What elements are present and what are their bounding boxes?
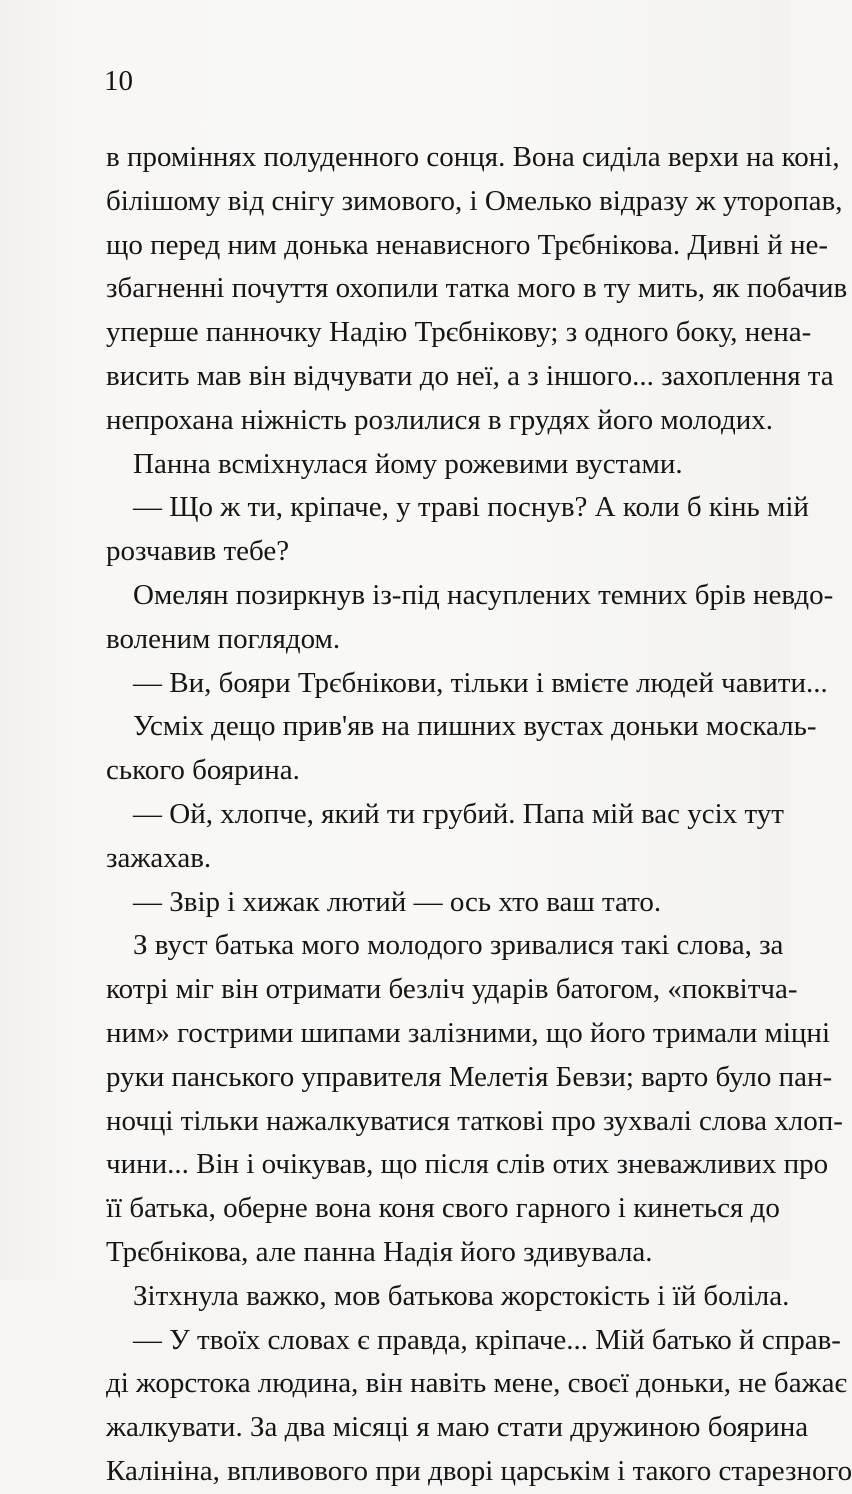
text-line: Омелян позиркнув із-під насуплених темних брів невдо- [133, 578, 834, 611]
text-line: — Ви, бояри Трєбнікови, тільки і вмієте людей чавити... [133, 666, 828, 699]
text-line: — Ой, хлопче, який ти грубий. Папа мій вас усіх тут [133, 797, 784, 830]
text-line: розчавив тебе? [106, 535, 290, 568]
text-line: що перед ним донька ненависного Трєбнікова. Дивні й не- [106, 228, 829, 261]
text-line: ночці тільки нажалкуватися таткові про зухвалі слова хлоп- [106, 1104, 843, 1137]
text-line: її батька, оберне вона коня свого гарного і кинеться до [106, 1192, 780, 1225]
text-line: воленим поглядом. [106, 622, 341, 655]
text-line: Калініна, впливового при дворі царськім і такого старезного [106, 1454, 852, 1487]
text-line: висить мав він відчувати до неї, а з іншого... захоплення та [106, 359, 834, 392]
text-line: — Що ж ти, кріпаче, у траві поснув? А коли б кінь мій [133, 491, 809, 524]
text-line: зажахав. [106, 841, 212, 874]
text-line: збагненні почуття охопили татка мого в ту мить, як побачив [106, 272, 848, 305]
text-line: Усміх дещо прив'яв на пишних вустах доньки москаль- [133, 710, 817, 743]
text-line: уперше панночку Надію Трєбнікову; з одного боку, нена- [106, 316, 812, 349]
text-line: ського боярина. [106, 754, 300, 787]
text-line: Панна всміхнулася йому рожевими вустами. [133, 447, 683, 480]
text-line: Трєбнікова, але панна Надія його здивувала. [106, 1235, 653, 1268]
text-line: ді жорстока людина, він навіть мене, своєї доньки, не бажає [106, 1367, 847, 1400]
text-line: білішому від снігу зимового, і Омелько відразу ж уторопав, [106, 184, 843, 217]
text-line: жалкувати. За два місяці я маю стати дружиною боярина [106, 1411, 809, 1444]
text-line: ним» гострими шипами залізними, що його тримали міцні [106, 1016, 831, 1049]
text-line: чини... Він і очікував, що після слів отих зневажливих про [106, 1148, 829, 1181]
text-line: Зітхнула важко, мов батькова жорстокість і їй боліла. [133, 1279, 790, 1312]
page-body-text [106, 136, 852, 1494]
text-line: — У твоїх словах є правда, кріпаче... Мій батько й справ- [133, 1323, 841, 1356]
text-line: котрі міг він отримати безліч ударів батогом, «поквітча- [106, 973, 798, 1006]
text-line: руки панського управителя Мелетія Бевзи; варто було пан- [106, 1060, 833, 1093]
text-line: — Звір і хижак лютий — ось хто ваш тато. [133, 885, 662, 918]
text-line: З вуст батька мого молодого зривалися такі слова, за [133, 929, 784, 962]
text-line: непрохана ніжність розлилися в грудях його молодих. [106, 403, 773, 436]
page-number: 10 [104, 65, 133, 97]
text-line: в проміннях полуденного сонця. Вона сиділа верхи на коні, [106, 141, 840, 173]
